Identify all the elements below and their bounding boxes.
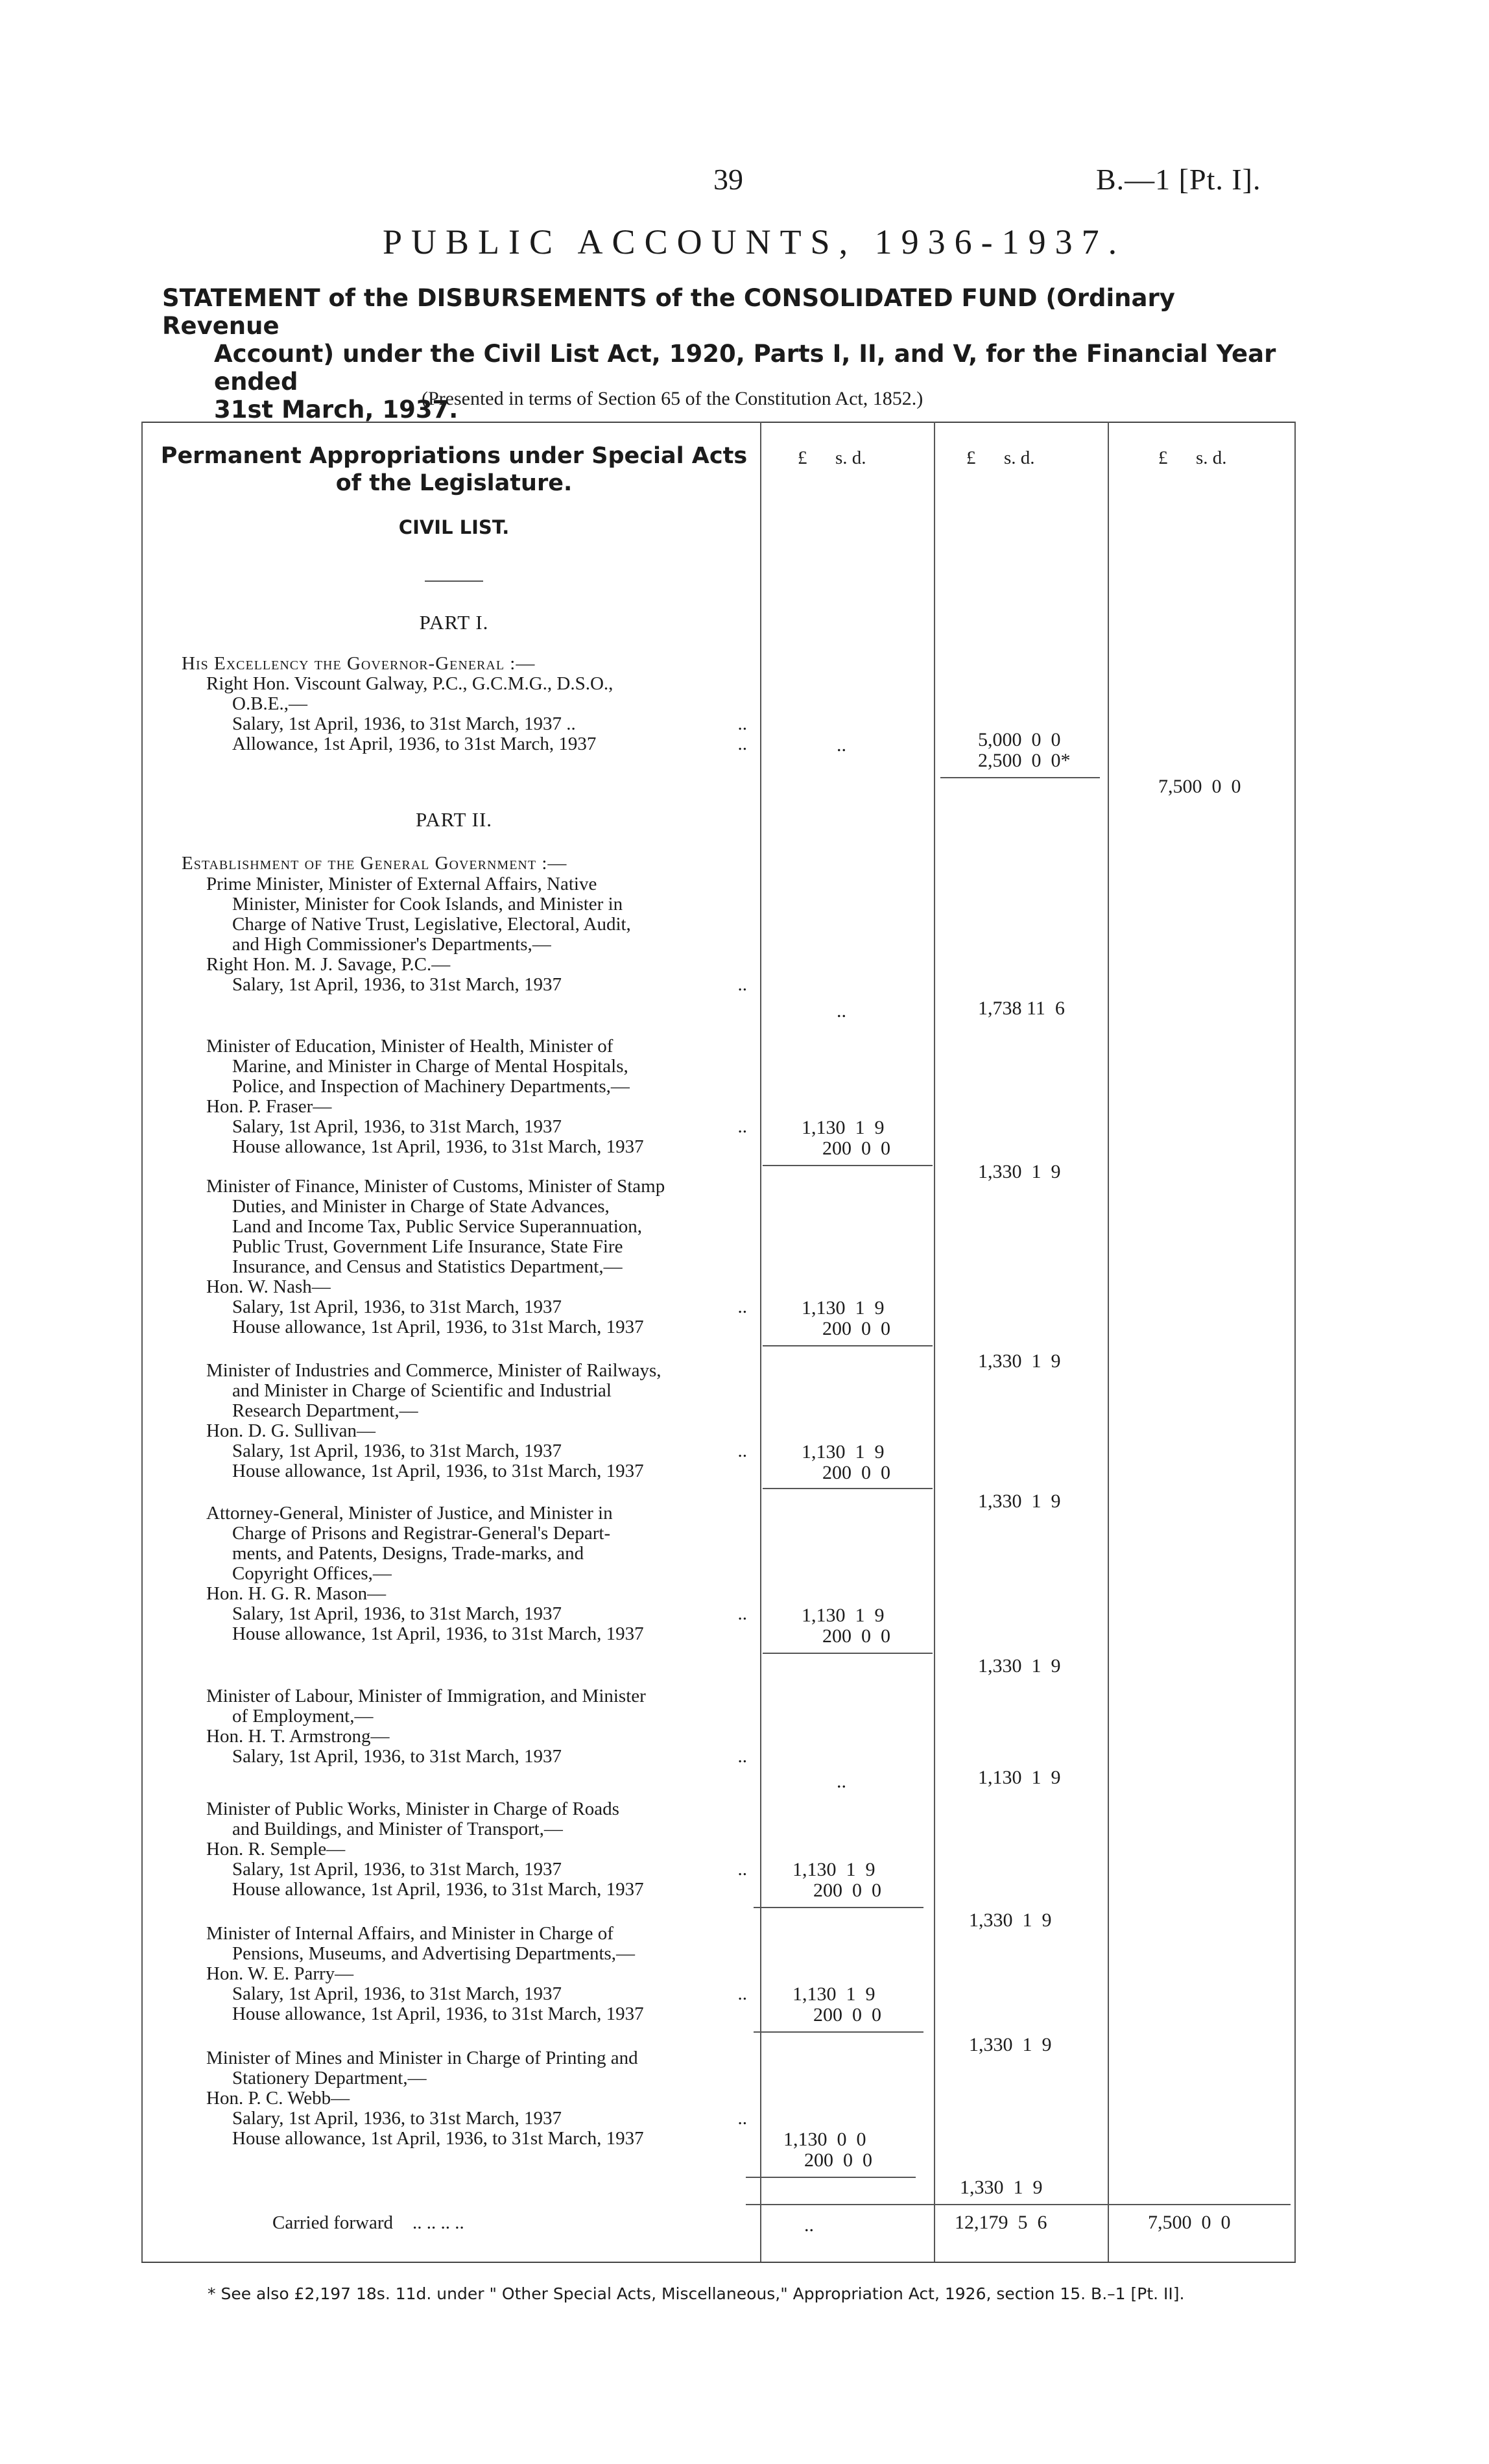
holder-name: Hon. W. Nash— — [206, 1276, 331, 1297]
minister-entry-nash — [182, 1177, 752, 1337]
leader-dots: .. — [737, 1603, 747, 1624]
office-title: His Excellency the Governor-General :— — [182, 653, 536, 674]
portfolio-line: Minister of Finance, Minister of Customs, Minister of Stamp — [206, 1176, 665, 1197]
column-rule — [934, 422, 935, 2262]
portfolio-line: Attorney-General, Minister of Justice, and Minister in — [206, 1503, 613, 1524]
leader-dots: .. — [737, 1983, 747, 2004]
part-1-title: PART I. — [419, 611, 489, 634]
salary-label: Salary, 1st April, 1936, to 31st March, 1937 — [232, 2108, 562, 2129]
salary-line — [182, 1441, 752, 1461]
house-allowance-amount: 200 0 0 — [822, 1318, 890, 1339]
salary-amount: 5,000 0 0 — [978, 729, 1061, 750]
salary-line — [182, 1747, 752, 1767]
holder-name: O.B.E.,— — [232, 693, 307, 714]
portfolio-line: Minister of Education, Minister of Health, Minister of — [206, 1036, 613, 1057]
salary-amount: 1,130 1 9 — [792, 1983, 876, 2005]
carried-forward-rule — [746, 2204, 1291, 2205]
holder-name: Right Hon. M. J. Savage, P.C.— — [206, 954, 451, 975]
house-allowance-amount: 200 0 0 — [813, 1880, 881, 1901]
salary-amount: 1,130 1 9 — [792, 1859, 876, 1880]
minister-total: 1,330 1 9 — [969, 1909, 1052, 1931]
allowance-line — [182, 734, 752, 754]
minister-total: 1,330 1 9 — [978, 1350, 1061, 1372]
minister-total: 1,738 11 6 — [978, 998, 1065, 1019]
salary-line — [182, 1604, 752, 1624]
house-allowance-line: House allowance, 1st April, 1936, to 31st March, 1937 — [232, 1623, 644, 1644]
holder-name: Hon. W. E. Parry— — [206, 1963, 354, 1984]
holder-name: Right Hon. Viscount Galway, P.C., G.C.M.G., D.S.O., — [206, 673, 613, 694]
column-rule — [1108, 422, 1109, 2262]
minister-entry-parry — [182, 1924, 752, 2024]
minister-total: 1,330 1 9 — [978, 1655, 1061, 1677]
heading-line-2: Account) under the Civil List Act, 1920, Parts I, II, and V, for the Financial Year ended — [214, 340, 1276, 396]
house-allowance-line: House allowance, 1st April, 1936, to 31st March, 1937 — [232, 1879, 644, 1900]
subtotal-rule — [763, 1345, 933, 1346]
holder-name: Hon. H. T. Armstrong— — [206, 1726, 390, 1747]
leader-dots: .. — [737, 713, 747, 734]
carried-forward-col1: .. — [804, 2214, 814, 2236]
minister-entry-sullivan — [182, 1361, 752, 1481]
minister-total: 1,330 1 9 — [978, 1161, 1061, 1182]
leader-dots: .. .. .. .. — [412, 2212, 464, 2233]
subtotal-rule — [746, 2177, 916, 2178]
salary-label: Salary, 1st April, 1936, to 31st March, 1937 — [232, 1746, 562, 1767]
house-allowance-amount: 200 0 0 — [822, 1462, 890, 1483]
salary-label: Salary, 1st April, 1936, to 31st March, 1937 — [232, 1983, 562, 2004]
minister-total: 1,330 1 9 — [978, 1490, 1061, 1512]
portfolio-line: Insurance, and Census and Statistics Department,— — [232, 1256, 623, 1277]
leader-dots: .. — [737, 1859, 747, 1880]
holder-name: Hon. P. C. Webb— — [206, 2088, 350, 2109]
divider — [425, 580, 483, 582]
part-1-total: 7,500 0 0 — [1158, 776, 1241, 797]
salary-amount: 1,130 1 9 — [802, 1117, 885, 1138]
portfolio-line: Minister of Labour, Minister of Immigration, and Minister — [206, 1686, 646, 1706]
house-allowance-line: House allowance, 1st April, 1936, to 31st March, 1937 — [232, 2128, 644, 2149]
minister-entry-armstrong — [182, 1686, 752, 1767]
col1-dots: .. — [837, 734, 846, 756]
holder-name: Hon. P. Fraser— — [206, 1096, 332, 1117]
minister-total: 1,330 1 9 — [969, 2034, 1052, 2055]
allowance-amount: 2,500 0 0* — [978, 750, 1071, 771]
heading-line-3: 31st March, 1937. — [214, 396, 459, 424]
leader-dots: .. — [737, 2108, 747, 2129]
leader-dots: .. — [737, 1441, 747, 1461]
carried-forward-line — [272, 2213, 726, 2233]
col1-dots: .. — [837, 1000, 846, 1022]
house-allowance-amount: 200 0 0 — [822, 1625, 890, 1647]
minister-entry-fraser — [182, 1036, 752, 1157]
portfolio-line: Copyright Offices,— — [232, 1563, 392, 1584]
salary-amount: 1,130 1 9 — [802, 1605, 885, 1626]
house-allowance-amount: 200 0 0 — [813, 2004, 881, 2026]
holder-name: Hon. D. G. Sullivan— — [206, 1420, 375, 1441]
minister-entry-savage — [182, 874, 752, 995]
subtotal-rule — [754, 1907, 923, 1908]
portfolio-line: and High Commissioner's Departments,— — [232, 934, 551, 955]
carried-forward-row — [272, 2213, 726, 2233]
column-rule — [141, 422, 143, 2262]
portfolio-line: Charge of Prisons and Registrar-General's Depart- — [232, 1523, 611, 1544]
salary-amount: 1,130 1 9 — [802, 1441, 885, 1463]
portfolio-line: Minister of Mines and Minister in Charge of Printing and — [206, 2048, 638, 2068]
house-allowance-line: House allowance, 1st April, 1936, to 31st March, 1937 — [232, 1136, 644, 1157]
subtotal-rule — [763, 1488, 933, 1489]
portfolio-line: Duties, and Minister in Charge of State Advances, — [232, 1196, 610, 1217]
minister-entry-webb — [182, 2048, 752, 2149]
salary-line — [182, 975, 752, 995]
house-allowance-line: House allowance, 1st April, 1936, to 31st March, 1937 — [232, 1317, 644, 1337]
subtotal-rule — [763, 1653, 933, 1654]
portfolio-line: Public Trust, Government Life Insurance, State Fire — [232, 1236, 623, 1257]
holder-name: Hon. R. Semple— — [206, 1839, 346, 1860]
salary-line — [182, 1860, 752, 1880]
column-rule — [1294, 422, 1296, 2262]
portfolio-line: ments, and Patents, Designs, Trade-marks, and — [232, 1543, 584, 1564]
holder-name: Hon. H. G. R. Mason— — [206, 1583, 387, 1604]
house-allowance-amount: 200 0 0 — [822, 1138, 890, 1159]
portfolio-line: Pensions, Museums, and Advertising Departments,— — [232, 1943, 636, 1964]
minister-entry-semple — [182, 1799, 752, 1900]
salary-line — [182, 1117, 752, 1137]
minister-total: 1,130 1 9 — [978, 1767, 1061, 1788]
salary-amount: 1,130 0 0 — [783, 2129, 866, 2150]
minister-entry-mason — [182, 1503, 752, 1644]
portfolio-line: Minister of Public Works, Minister in Charge of Roads — [206, 1799, 619, 1819]
salary-line — [182, 1297, 752, 1317]
column-rule — [760, 422, 761, 2262]
salary-label: Salary, 1st April, 1936, to 31st March, 1937 — [232, 1116, 562, 1137]
leader-dots: .. — [737, 974, 747, 995]
salary-line — [182, 2109, 752, 2129]
leader-dots: .. — [737, 734, 747, 754]
col3-heading: £ s. d. — [1158, 448, 1227, 468]
presented-note: (Presented in terms of Section 65 of the Constitution Act, 1852.) — [422, 388, 923, 409]
portfolio-line: Stationery Department,— — [232, 2068, 427, 2088]
salary-label: Salary, 1st April, 1936, to 31st March, 1937 — [232, 1441, 562, 1461]
leader-dots: .. — [737, 1746, 747, 1767]
footnote: * See also £2,197 18s. 11d. under " Other Special Acts, Miscellaneous," Appropriation Act, 1926, section 15. B.–1 [Pt. II]. — [208, 2284, 1185, 2303]
leader-dots: .. — [737, 1116, 747, 1137]
salary-line — [182, 1984, 752, 2004]
subtotal-rule — [754, 2031, 923, 2033]
portfolio-line: and Buildings, and Minister of Transport,— — [232, 1819, 563, 1839]
running-title: PUBLIC ACCOUNTS, 1936-1937. — [383, 222, 1126, 261]
part-2-title: PART II. — [415, 808, 493, 831]
col1-dots: .. — [837, 1771, 846, 1792]
portfolio-line: Land and Income Tax, Public Service Superannuation, — [232, 1216, 643, 1237]
house-allowance-line: House allowance, 1st April, 1936, to 31st March, 1937 — [232, 2003, 644, 2024]
col1-heading: £ s. d. — [798, 448, 866, 468]
salary-label: Salary, 1st April, 1936, to 31st March, 1937 — [232, 1603, 562, 1624]
description-column-heading: Permanent Appropriations under Special Acts of the Legislature. — [160, 443, 748, 496]
salary-label: Salary, 1st April, 1936, to 31st March, 1937 — [232, 1297, 562, 1317]
establishment-title: Establishment of the General Government :— — [182, 853, 567, 874]
portfolio-line: Minister of Internal Affairs, and Minister in Charge of — [206, 1923, 613, 1944]
governor-general-entry — [182, 654, 752, 754]
portfolio-line: Minister of Industries and Commerce, Minister of Railways, — [206, 1360, 661, 1381]
page-number: 39 — [713, 163, 743, 196]
establishment-heading — [182, 854, 752, 874]
carried-forward-col3: 7,500 0 0 — [1148, 2212, 1231, 2233]
subtotal-rule — [940, 777, 1100, 778]
portfolio-line: Police, and Inspection of Machinery Departments,— — [232, 1076, 630, 1097]
carried-forward-col2: 12,179 5 6 — [955, 2212, 1047, 2233]
civil-list-heading: CIVIL LIST. — [398, 516, 510, 538]
salary-amount: 1,130 1 9 — [802, 1297, 885, 1319]
salary-label: Salary, 1st April, 1936, to 31st March, 1937 .. — [232, 713, 576, 734]
portfolio-line: and Minister in Charge of Scientific and Industrial — [232, 1380, 612, 1401]
salary-line — [182, 714, 752, 734]
subtotal-rule — [763, 1165, 933, 1166]
house-allowance-line: House allowance, 1st April, 1936, to 31st March, 1937 — [232, 1461, 644, 1481]
portfolio-line: of Employment,— — [232, 1706, 374, 1727]
house-allowance-amount: 200 0 0 — [804, 2149, 872, 2171]
portfolio-line: Research Department,— — [232, 1400, 418, 1421]
heading-line-1: STATEMENT of the DISBURSEMENTS of the CONSOLIDATED FUND (Ordinary Revenue — [162, 284, 1175, 340]
salary-label: Salary, 1st April, 1936, to 31st March, 1937 — [232, 1859, 562, 1880]
document-reference: B.—1 [Pt. I]. — [1096, 163, 1261, 196]
allowance-label: Allowance, 1st April, 1936, to 31st March, 1937 — [232, 734, 597, 754]
leader-dots: .. — [737, 1297, 747, 1317]
portfolio-line: Prime Minister, Minister of External Affairs, Native — [206, 874, 597, 894]
salary-label: Salary, 1st April, 1936, to 31st March, 1937 — [232, 974, 562, 995]
col2-heading: £ s. d. — [966, 448, 1035, 468]
portfolio-line: Charge of Native Trust, Legislative, Electoral, Audit, — [232, 914, 631, 935]
portfolio-line: Marine, and Minister in Charge of Mental Hospitals, — [232, 1056, 628, 1077]
minister-total: 1,330 1 9 — [960, 2177, 1043, 2198]
carried-forward-label: Carried forward — [272, 2212, 393, 2233]
portfolio-line: Minister, Minister for Cook Islands, and Minister in — [232, 894, 623, 915]
